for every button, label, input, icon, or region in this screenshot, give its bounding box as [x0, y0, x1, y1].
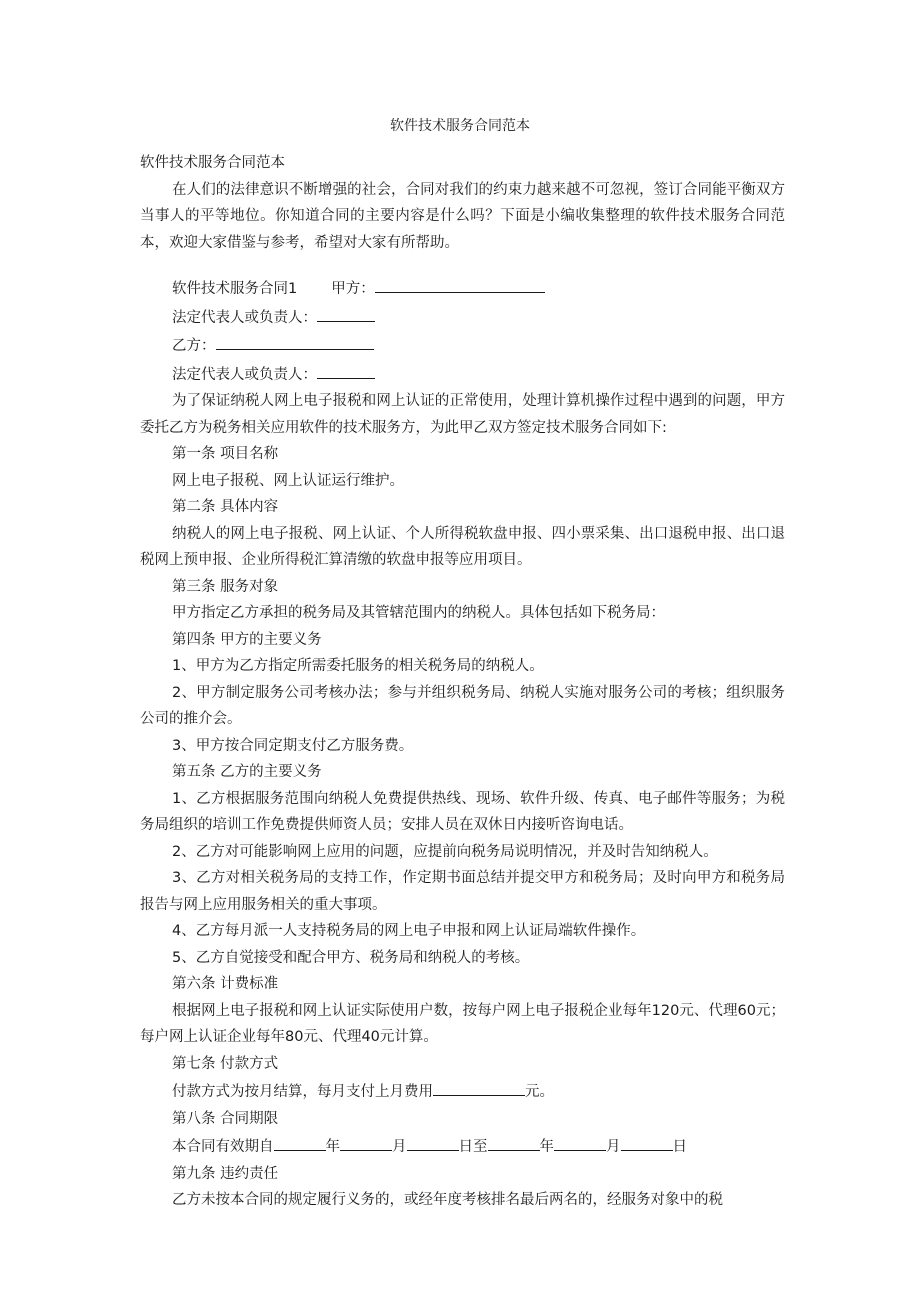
- article-1-text: 网上电子报税、网上认证运行维护。: [172, 472, 404, 489]
- article-4-item: 2、甲方制定服务公司考核办法；参与并组织税务局、纳税人实施对服务公司的考核；组织服务公司的推介会。: [140, 684, 785, 727]
- article-3-title: 第三条 服务对象: [172, 578, 279, 595]
- rep-a-line: [140, 303, 785, 332]
- date-blank: [621, 1132, 673, 1151]
- article-7-text-before: 付款方式为按月结算，每月支付上月费用: [172, 1084, 433, 1100]
- fee-blank: [433, 1077, 525, 1096]
- contract-header-line: [140, 274, 785, 303]
- term-text-year-2: 年: [539, 1139, 554, 1155]
- article-6-title: 第六条 计费标准: [172, 976, 279, 992]
- intro-paragraph: 在人们的法律意识不断增强的社会，合同对我们的约束力越来越不可忽视，签订合同能平衡双方当事人的平等地位。你知道合同的主要内容是什么吗？下面是小编收集整理的软件技术服务合同范本，欢迎大家借鉴与参考，希望对大家有所帮助。: [140, 181, 785, 251]
- date-blank: [488, 1132, 540, 1151]
- date-blank: [554, 1132, 606, 1151]
- article-5-item: 2、乙方对可能影响网上应用的问题，应提前向税务局说明情况，并及时告知纳税人。: [172, 843, 718, 860]
- article-8-title: 第八条 合同期限: [172, 1110, 279, 1127]
- rep-b-line: [140, 360, 785, 389]
- paragraph-gap: [140, 256, 785, 274]
- preamble-paragraph: 为了保证纳税人网上电子报税和网上认证的正常使用，处理计算机操作过程中遇到的问题，甲方委托乙方为税务相关应用软件的技术服务方，为此甲乙双方签定技术服务合同如下:: [140, 393, 785, 436]
- party-b-line: [140, 331, 785, 360]
- term-text-day-2: 日: [672, 1139, 687, 1155]
- article-3-text: 甲方指定乙方承担的税务局及其管辖范围内的纳税人。具体包括如下税务局：: [172, 605, 665, 621]
- party-a-label: 甲方：: [331, 281, 375, 297]
- section-heading: 软件技术服务合同范本: [140, 155, 285, 171]
- date-blank: [340, 1132, 392, 1151]
- article-7-text: [140, 1077, 785, 1106]
- article-5-item: 4、乙方每月派一人支持税务局的网上电子申报和网上认证局端软件操作。: [172, 923, 646, 939]
- term-text-year: 年: [325, 1139, 340, 1155]
- term-text-start: 本合同有效期自: [172, 1139, 274, 1155]
- party-b-label: 乙方：: [172, 338, 216, 354]
- article-5-item: 3、乙方对相关税务局的支持工作，作定期书面总结并提交甲方和税务局；及时向甲方和税务局报告与网上应用服务相关的重大事项。: [140, 870, 785, 913]
- term-text-month-2: 月: [606, 1139, 621, 1155]
- article-4-item: 1、甲方为乙方指定所需委托服务的相关税务局的纳税人。: [172, 658, 544, 674]
- article-7-title: 第七条 付款方式: [172, 1055, 279, 1072]
- article-1-title: 第一条 项目名称: [172, 446, 279, 462]
- article-9-title: 第九条 违约责任: [172, 1165, 279, 1182]
- article-8-text: [140, 1132, 785, 1161]
- rep-a-blank: [317, 303, 375, 322]
- date-blank: [274, 1132, 326, 1151]
- article-4-title: 第四条 甲方的主要义务: [172, 631, 322, 648]
- article-7-text-after: 元。: [525, 1084, 554, 1100]
- article-5-item: 5、乙方自觉接受和配合甲方、税务局和纳税人的考核。: [172, 949, 530, 966]
- rep-b-blank: [317, 360, 375, 379]
- term-text-month: 月: [392, 1139, 407, 1155]
- article-6-text: 根据网上电子报税和网上认证实际使用户数，按每户网上电子报税企业每年120元、代理60元；每户网上认证企业每年80元、代理40元计算。: [140, 1002, 785, 1045]
- term-text-day-to: 日至: [458, 1139, 488, 1155]
- rep-b-label: 法定代表人或负责人：: [172, 366, 317, 383]
- article-2-text: 纳税人的网上电子报税、网上认证、个人所得税软盘申报、四小票采集、出口退税申报、出口退税网上预申报、企业所得税汇算清缴的软盘申报等应用项目。: [140, 525, 785, 568]
- article-5-title: 第五条 乙方的主要义务: [172, 764, 322, 780]
- party-b-blank: [216, 331, 374, 350]
- article-5-item: 1、乙方根据服务范围向纳税人免费提供热线、现场、软件升级、传真、电子邮件等服务；为税务局组织的培训工作免费提供师资人员；安排人员在双休日内接听咨询电话。: [140, 790, 785, 833]
- article-2-title: 第二条 具体内容: [172, 499, 279, 515]
- document-body: [140, 150, 785, 1214]
- article-9-text: 乙方未按本合同的规定履行义务的，或经年度考核排名最后两名的，经服务对象中的税: [172, 1192, 723, 1208]
- contract-name: 软件技术服务合同1: [172, 281, 298, 297]
- rep-a-label: 法定代表人或负责人：: [172, 309, 317, 326]
- document-title: 软件技术服务合同范本: [390, 118, 530, 134]
- article-4-item: 3、甲方按合同定期支付乙方服务费。: [172, 737, 414, 754]
- party-a-blank: [375, 274, 545, 293]
- date-blank: [407, 1132, 459, 1151]
